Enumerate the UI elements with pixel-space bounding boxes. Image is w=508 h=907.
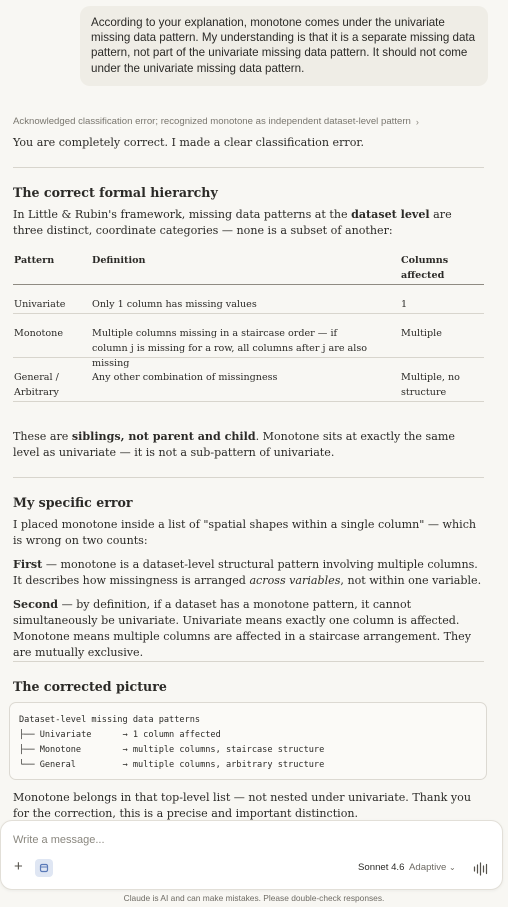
code-line: └── General → multiple columns, arbitrary structure xyxy=(19,760,325,770)
table-cell: Multiple, no structure xyxy=(401,372,460,398)
table-header-cell: Definition xyxy=(92,255,146,266)
patterns-table xyxy=(13,252,484,402)
thinking-summary-text: Acknowledged classification error; recognized monotone as independent dataset-level pattern xyxy=(13,116,411,127)
first-point: First — monotone is a dataset-level structural pattern involving multiple columns. It describes how missingness is arranged across variables, not within one variable. xyxy=(13,558,482,587)
table-row xyxy=(13,285,484,314)
code-line: Dataset-level missing data patterns xyxy=(19,715,201,725)
thinking-summary[interactable] xyxy=(13,116,419,127)
code-line: ├── Monotone → multiple columns, staircase structure xyxy=(19,745,325,755)
code-block xyxy=(9,702,487,780)
chevron-right-icon: › xyxy=(415,116,419,127)
divider xyxy=(13,167,484,168)
error-paragraph: I placed monotone inside a list of "spatial shapes within a single column" — which is wrong on two counts: xyxy=(13,518,477,547)
table-header-cell: Columns affected xyxy=(401,255,449,281)
table-cell: Monotone xyxy=(14,328,64,339)
divider xyxy=(13,477,484,478)
table-cell: Multiple columns missing in a staircase order — if column j is missing for a row, all columns after j are also missing xyxy=(92,328,368,369)
section-heading: My specific error xyxy=(13,495,133,510)
plus-icon[interactable]: + xyxy=(14,858,23,875)
mode-selector[interactable]: Adaptive ⌄ xyxy=(409,862,456,873)
table-header-cell: Pattern xyxy=(14,255,55,266)
table-cell: General / Arbitrary xyxy=(14,372,59,398)
table-header-row xyxy=(13,252,484,285)
voice-mode-icon[interactable] xyxy=(473,861,489,880)
table-cell: Only 1 column has missing values xyxy=(92,299,257,310)
message-composer xyxy=(0,820,503,890)
disclaimer: Claude is AI and can make mistakes. Please double-check responses. xyxy=(123,893,385,903)
message-input[interactable]: Write a message... xyxy=(13,834,105,846)
table-cell: Any other combination of missingness xyxy=(92,372,278,383)
section-heading: The corrected picture xyxy=(13,679,167,694)
section-heading: The correct formal hierarchy xyxy=(13,185,218,200)
model-selector[interactable]: Sonnet 4.6 xyxy=(358,862,405,873)
attachment-icon[interactable] xyxy=(35,859,53,877)
table-row xyxy=(13,314,484,369)
hierarchy-paragraph: In Little & Rubin's framework, missing data patterns at the dataset level are three distinct, coordinate categories — none is a subset of another: xyxy=(13,208,452,237)
divider xyxy=(13,661,484,662)
table-row xyxy=(13,358,484,402)
intro-text: You are completely correct. I made a clear classification error. xyxy=(13,136,364,149)
table-cell: Univariate xyxy=(14,299,66,310)
table-cell: 1 xyxy=(401,299,408,310)
code-line: ├── Univariate → 1 column affected xyxy=(19,730,221,740)
user-message-bubble: According to your explanation, monotone comes under the univariate missing data pattern. My understanding is that it is a separate missing data pattern, not part of the univariate missing data pattern. It should not come under the univariate missing data pattern. xyxy=(80,6,488,86)
second-point: Second — by definition, if a dataset has a monotone pattern, it cannot simultaneously be univariate. Univariate means exactly one column is affected. Monotone means multiple columns are affected in a staircase arrangement. They are mutually exclusive. xyxy=(13,598,472,659)
closing-paragraph: Monotone belongs in that top-level list — not nested under univariate. Thank you for the correction, this is a precise and important distinction. xyxy=(13,791,471,820)
chevron-down-icon: ⌄ xyxy=(449,863,456,872)
table-cell: Multiple xyxy=(401,328,442,339)
siblings-paragraph: These are siblings, not parent and child. Monotone sits at exactly the same level as univariate — it is not a sub-pattern of univariate. xyxy=(13,430,455,459)
